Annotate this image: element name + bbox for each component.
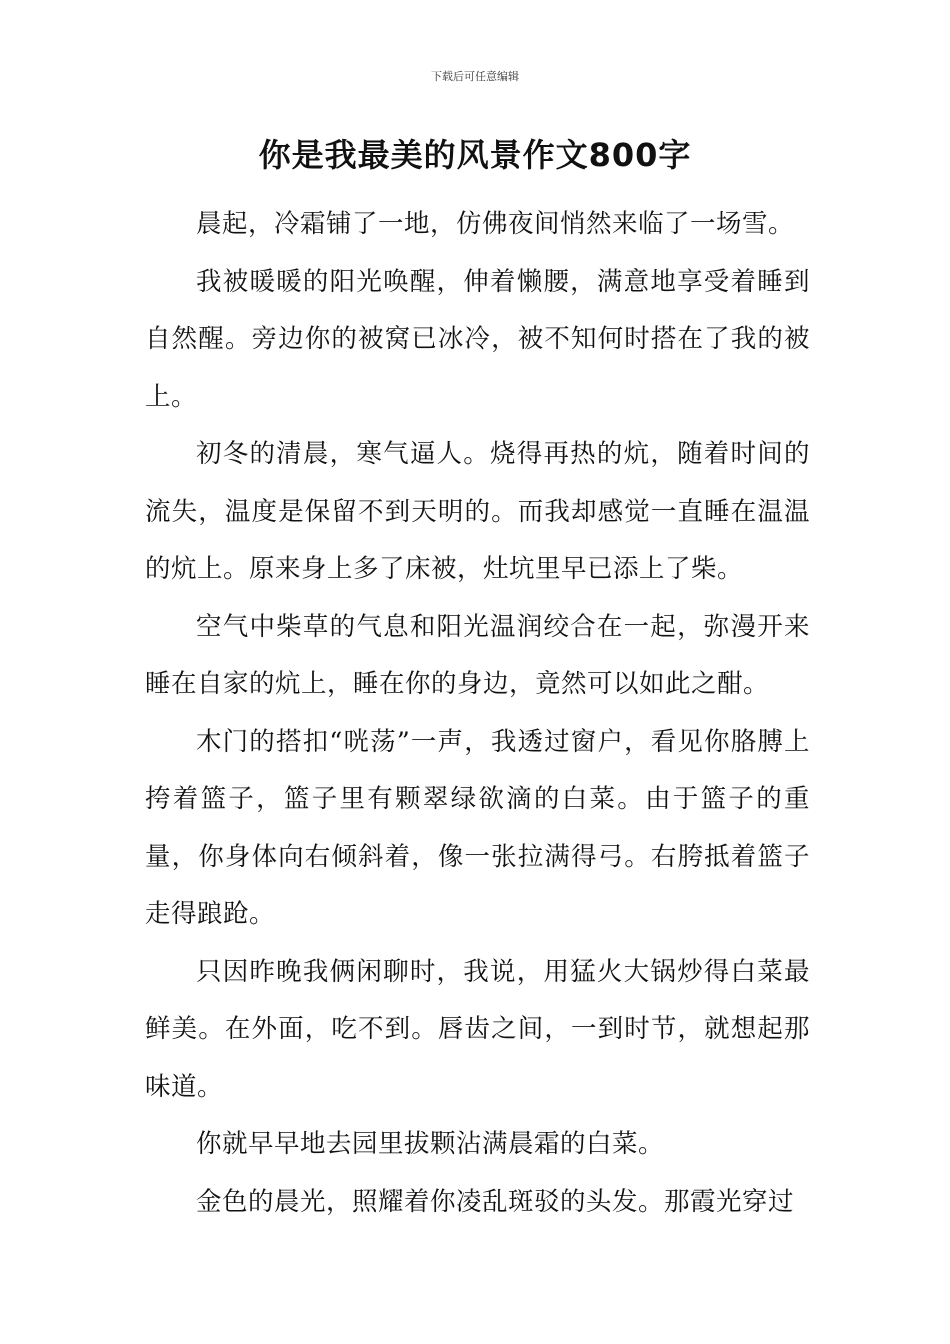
article-body: [145, 196, 810, 1231]
paragraph-4: 空气中柴草的气息和阳光温润绞合在一起，弥漫开来睡在自家的炕上，睡在你的身边，竟然可以如此之酣。: [145, 611, 810, 699]
paragraph-7: 你就早早地去园里拔颗沾满晨霜的白菜。: [196, 1129, 665, 1159]
header-note: 下载后可任意编辑: [431, 70, 519, 83]
paragraph-5: 木门的搭扣“咣荡”一声，我透过窗户，看见你胳膊上挎着篮子，篮子里有颗翠绿欲滴的白菜。由于篮子的重量，你身体向右倾斜着，像一张拉满得弓。右胯抵着篮子走得踉跄。: [145, 726, 810, 929]
paragraph-1: 晨起，冷霜铺了一地，仿佛夜间悄然来临了一场雪。: [196, 209, 795, 239]
paragraph-8: 金色的晨光，照耀着你凌乱斑驳的头发。那霞光穿过: [196, 1186, 795, 1217]
paragraph-2: 我被暖暖的阳光唤醒，伸着懒腰，满意地享受着睡到自然醒。旁边你的被窝已冰冷，被不知何时搭在了我的被上。: [145, 266, 810, 412]
paragraph-6: 只因昨晚我俩闲聊时，我说，用猛火大锅炒得白菜最鲜美。在外面，吃不到。唇齿之间，一到时节，就想起那味道。: [145, 956, 810, 1102]
page-title: 你是我最美的风景作文800字: [258, 136, 692, 174]
paragraph-3: 初冬的清晨，寒气逼人。烧得再热的炕，随着时间的流失，温度是保留不到天明的。而我却感觉一直睡在温温的炕上。原来身上多了床被，灶坑里早已添上了柴。: [145, 439, 810, 584]
